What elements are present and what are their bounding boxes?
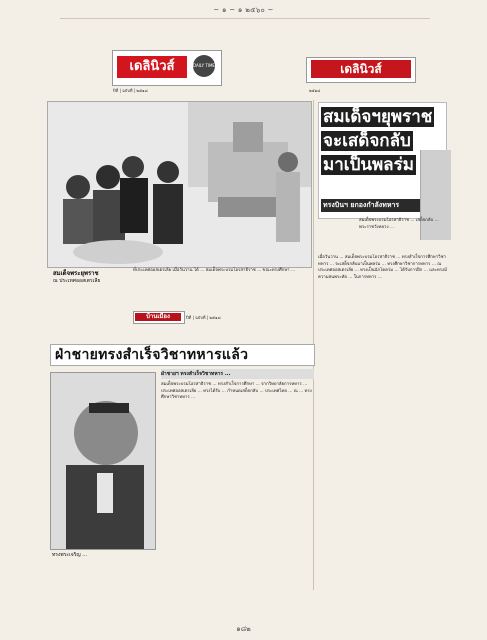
newspaper-logo: บ้านเมือง bbox=[135, 313, 181, 321]
headline-line-2: จะเสด็จกลับ bbox=[323, 131, 411, 151]
headline-text: ฝ่าชายทรงสำเร็จวิชาทหารแล้ว bbox=[55, 347, 249, 363]
issue-info-left: ปีที่ | ฉบับที่ | ๒๕๑๘ bbox=[113, 88, 148, 93]
issue-info-clip2: ปีที่ | ฉบับที่ | ๒๕๑๘ bbox=[186, 315, 221, 320]
article-subhead: ฝ่าชายฯ ทรงสำเร็จวิชาทหาร ... bbox=[161, 369, 314, 379]
headline-subtitle: ทรงบินฯ ยกองกำลังทหาร bbox=[321, 199, 443, 212]
page-number: ๑๘๒ bbox=[236, 625, 251, 633]
photo-caption-subtitle: ณ ประเทศออสเตรเลีย bbox=[53, 278, 101, 284]
masthead-right bbox=[306, 57, 416, 83]
daily-time-badge: DAILY TIME bbox=[193, 55, 215, 77]
royal-reception-photo bbox=[47, 101, 312, 268]
article-body-clip2: สมเด็จพระบรมโอรสาธิราช ... ทรงสำเร็จการศึกษา ... จากวิทยาลัยการทหาร ... ประเทศออสเตรเลีย ... ทรงได้รับ ... กำหนดเสด็จกลับ ... ประเทศไทย ... ณ ... ทรงศึกษาวิชาทหาร ... bbox=[161, 382, 312, 401]
photo-caption-body: ที่ประเทศออสเตรเลีย เมื่อวันวาน ได้ ... สมเด็จพระบรมโอรสาธิราช ... ขณะทรงศึกษา ... bbox=[133, 268, 296, 273]
masthead-clip2 bbox=[133, 311, 185, 324]
portrait-illustration bbox=[51, 373, 155, 549]
headline-line-3: มาเป็นพลร่ม bbox=[323, 155, 414, 175]
issue-info-right: ๒๕๑๘ bbox=[309, 88, 321, 93]
divider bbox=[60, 18, 430, 19]
newspaper-logo: เดลินิวส์ bbox=[311, 60, 411, 78]
portrait-caption: ทรงพระเจริญ ... bbox=[52, 552, 88, 558]
page-header: ~ ๑ ~ ๑ ๒๕๖๐ ~ bbox=[213, 6, 274, 14]
headline-line-1: สมเด็จฯยุพราช bbox=[323, 107, 433, 127]
photo-caption-title: สมเด็จพระยุพราช bbox=[53, 270, 99, 277]
headline-clip2 bbox=[50, 344, 315, 366]
article-body: เมื่อวันวาน ... สมเด็จพระบรมโอรสาธิราช ... ทรงสำเร็จการศึกษาวิชาทหาร ... จะเสด็จกลับมาเป็นพลร่ม ... ทรงศึกษาวิชาการทหาร ... ณ ประเทศออสเตรเลีย ... ทรงเป็นนักโดดร่ม ... ได้รับการฝึก ... และทรงมีความสนพระทัย ... ในการทหาร ... bbox=[318, 255, 447, 280]
masthead-left bbox=[112, 50, 222, 86]
article-lede: สมเด็จพระบรมโอรสาธิราช ... เสด็จกลับ ... พระราชวังหลวง ... bbox=[359, 218, 439, 230]
photo-illustration bbox=[48, 102, 311, 267]
portrait-photo bbox=[50, 372, 156, 550]
newspaper-logo: เดลินิวส์ bbox=[117, 56, 187, 78]
